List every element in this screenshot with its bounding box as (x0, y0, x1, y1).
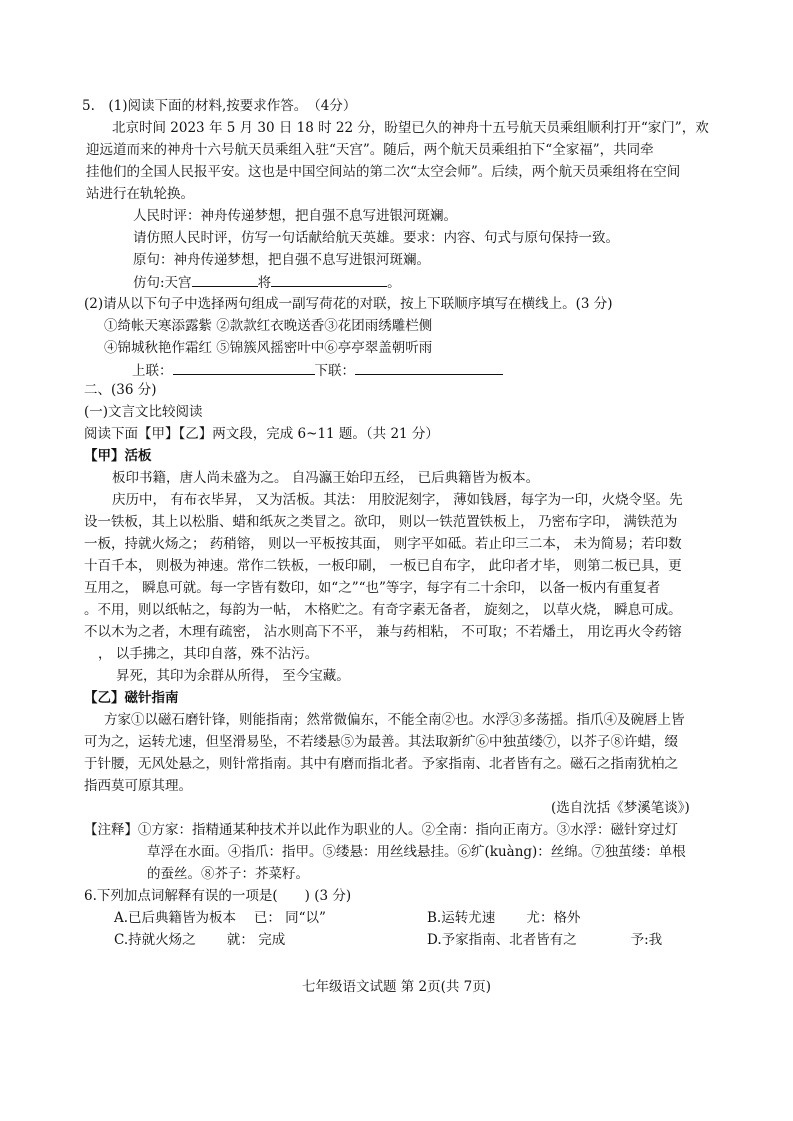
q5-material-line: 北京时间 2023 年 5 月 30 日 18 时 22 分，盼望已久的神舟十五号航天员乘组顺利打开“家门”，欢 (112, 120, 709, 136)
section-title: 二、(36 分) (84, 382, 157, 398)
q5-material-line: 挂他们的全国人民报平安。这也是中国空间站的第二次“太空会师”。后续，两个航天员乘组将在空间 (86, 164, 681, 180)
passage-title: 【乙】磁针指南 (84, 690, 179, 706)
passage-line: 。不用，则以纸帖之，每韵为一帖， 木格贮之。有奇字素无备者， 旋刻之， 以草火烧， 瞬息可成。 (84, 602, 682, 618)
passage-line: 庆历中， 有布衣毕昇， 又为活板。其法： 用胶泥刻字， 薄如钱唇，每字为一印，火烧令坚。先 (112, 492, 683, 508)
q5-heading: 5. (1)阅读下面的材料,按要求作答。 （4分） (82, 98, 357, 114)
notes-line: 【注释】①方家：指精通某种技术并以此作为职业的人。②全南：指向正南方。③水浮：磁针穿过灯 (84, 822, 678, 838)
q5-original-sentence: 原句：神舟传递梦想，把自强不息写进银河斑斓。 (133, 252, 430, 268)
passage-line: 于针腰，无风处悬之，则针常指南。其中有磨而指北者。予家指南、北者皆有之。磁石之指南犹柏之 (84, 756, 678, 772)
passage-title: 【甲】活板 (84, 448, 152, 464)
q5-material-line: 站进行在轨轮换。 (86, 186, 194, 202)
imitation-label: 仿句:天宫 (133, 275, 192, 291)
passage-line: 方家①以磁石磨针锋，则能指南；然常微偏东，不能全南②也。水浮③多荡摇。指爪④及碗唇上皆 (104, 712, 685, 728)
page-footer: 七年级语文试题 第 2页(共 7页) (301, 979, 492, 995)
choice-b[interactable]: B.运转尤速 尤：格外 (427, 910, 581, 926)
couplet-options: ①绮帐天寒添露紫 ②款款红衣晚送香③花团雨绣雕栏侧 (104, 318, 433, 334)
q5-instruction: 请仿照人民时评，仿写一句话献给航天英雄。要求：内容、句式与原句保持一致。 (133, 230, 619, 246)
q6-stem: 6.下列加点词解释有误的一项是( ) (3 分) (84, 888, 352, 904)
passage-line: 指西莫可原其理。 (84, 778, 192, 794)
couplet-answer-line (132, 360, 503, 381)
passage-line: 昇死，其印为余群从所得， 至今宝藏。 (116, 668, 350, 684)
subsection-title: (一)文言文比较阅读 (84, 404, 203, 420)
answer-blank[interactable] (173, 360, 315, 375)
choice-a[interactable]: A.已后典籍皆为板本 已： 同“以” (114, 910, 326, 926)
q5-part2-stem: (2)请从以下句子中选择两句组成一副写荷花的对联，按上下联顺序填写在横线上。(3 分) (84, 296, 613, 312)
passage-line: 可为之，运转尤速，但坚滑易坠，不若缕悬⑤为最善。其法取新纩⑥中独茧缕⑦，以芥子⑧许蜡，缀 (84, 734, 678, 750)
passage-line: 设一铁板，其上以松脂、蜡和纸灰之类冒之。欲印， 则以一铁范置铁板上， 乃密布字印， 满铁范为 (84, 514, 678, 530)
q5-commentary: 人民时评：神舟传递梦想，把自强不息写进银河斑斓。 (133, 208, 457, 224)
answer-blank[interactable] (192, 272, 258, 287)
q5-imitation-line (133, 272, 401, 293)
notes-line: 的蚕丝。⑧芥子：芥菜籽。 (147, 866, 309, 882)
imitation-end: 。 (387, 275, 401, 291)
imitation-connector: 将 (257, 275, 272, 291)
passage-line: ， 以手拂之，其印自落，殊不沾污。 (98, 646, 319, 662)
q5-material-line: 迎远道而来的神舟十六号航天员乘组入驻“天宫”。随后，两个航天员乘组拍下“全家福”，共同牵 (86, 142, 654, 158)
answer-blank[interactable] (355, 360, 503, 375)
passage-line: 十百千本， 则极为神速。常作二铁板，一板印刷， 一板已自布字， 此印者才毕， 则第二板已具，更 (84, 558, 682, 574)
couplet-options: ④锦城秋艳作霜红 ⑤锦簇风摇密叶中⑥亭亭翠盖朝听雨 (104, 340, 433, 356)
notes-line: 草浮在水面。④指爪：指甲。⑤缕悬：用丝线悬挂。⑥纩(kuàng)：丝绵。⑦独茧缕：单根 (147, 844, 686, 860)
passage-line: 一板，持就火炀之； 药稍镕， 则以一平板按其面， 则字平如砥。若止印三二本， 未为简易；若印数 (84, 536, 682, 552)
passage-source: (选自沈括《梦溪笔谈》) (551, 800, 690, 816)
passage-line: 不以木为之者，木理有疏密， 沾水则高下不平， 兼与药相粘， 不可取；不若燔土， 用讫再火令药镕 (84, 624, 682, 640)
passage-line: 板印书籍，唐人尚未盛为之。 自冯瀛王始印五经， 已后典籍皆为板本。 (112, 470, 540, 486)
reading-instruction: 阅读下面【甲】【乙】两文段，完成 6~11 题。（共 21 分） (84, 426, 439, 442)
choice-c[interactable]: C.持就火炀之 就： 完成 (114, 932, 286, 948)
passage-line: 互用之， 瞬息可就。每一字皆有数印，如“之”“也”等字，每字有二十余印， 以备一板内有重复者 (84, 580, 661, 596)
answer-blank[interactable] (271, 272, 387, 287)
second-line-label: 下联： (314, 363, 355, 379)
choice-d[interactable]: D.予家指南、北者皆有之 予:我 (427, 932, 663, 948)
first-line-label: 上联： (132, 363, 173, 379)
